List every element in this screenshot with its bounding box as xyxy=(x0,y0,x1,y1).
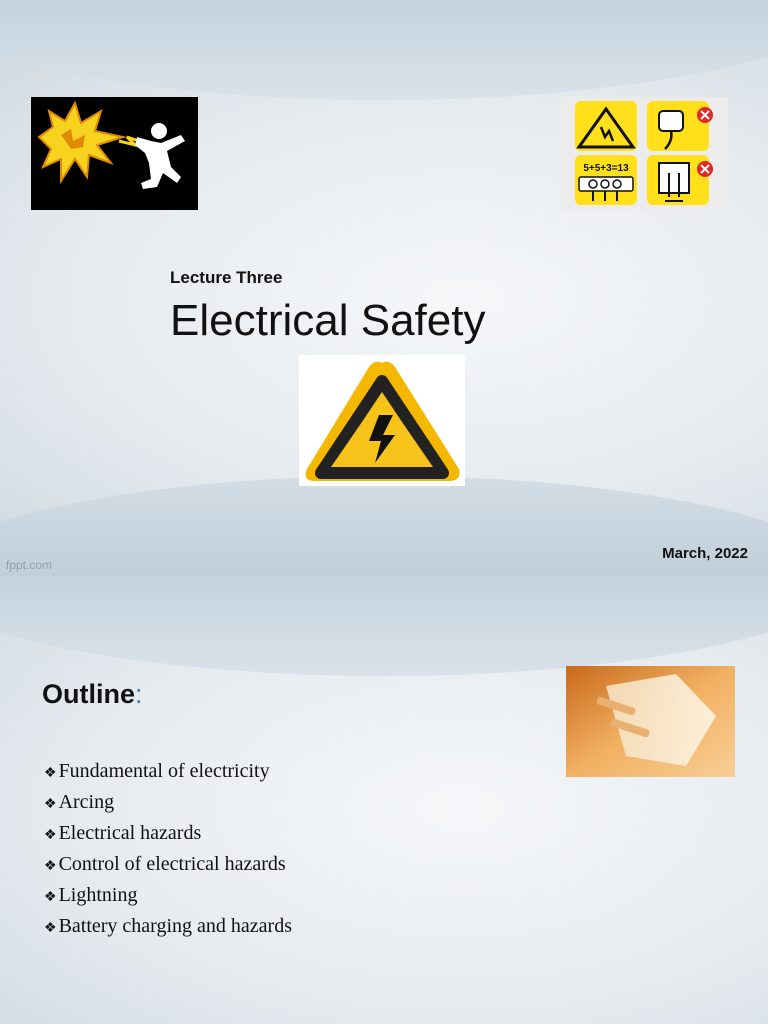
outline-heading-colon: : xyxy=(135,679,143,709)
slide-bottom-band xyxy=(0,476,768,576)
falling-person-icon xyxy=(135,123,185,189)
list-item: ❖ Fundamental of electricity xyxy=(44,760,270,782)
outline-list xyxy=(44,756,292,942)
outline-heading-text: Outline xyxy=(42,679,135,709)
presentation-date: March, 2022 xyxy=(662,545,748,562)
bullet-diamond-icon: ❖ xyxy=(44,766,57,781)
safety-signs-image xyxy=(561,97,728,210)
plug-socket-photo xyxy=(566,666,735,777)
list-item: ❖ Battery charging and hazards xyxy=(44,915,292,937)
slide-top-band xyxy=(0,0,768,100)
high-voltage-warning-image xyxy=(299,355,465,486)
slide-top-band xyxy=(0,576,768,676)
bullet-diamond-icon: ❖ xyxy=(44,890,57,905)
list-item: ❖ Lightning xyxy=(44,884,138,906)
list-item: ❖ Control of electrical hazards xyxy=(44,853,286,875)
watermark-text: fppt.com xyxy=(6,558,53,572)
lecture-number-label: Lecture Three xyxy=(170,268,283,287)
wall-socket-icon xyxy=(659,163,689,193)
outline-heading xyxy=(42,679,143,710)
bullet-diamond-icon: ❖ xyxy=(44,828,57,843)
bullet-diamond-icon: ❖ xyxy=(44,797,57,812)
electric-shock-image xyxy=(31,97,198,210)
slide-title: Electrical Safety xyxy=(170,296,486,345)
bullet-diamond-icon: ❖ xyxy=(44,921,57,936)
power-strip-icon xyxy=(579,177,633,191)
amperage-sum-label: 5+5+3=13 xyxy=(583,163,629,174)
outline-slide xyxy=(0,576,768,1024)
list-item: ❖ Arcing xyxy=(44,791,115,813)
bullet-diamond-icon: ❖ xyxy=(44,859,57,874)
list-item: ❖ Electrical hazards xyxy=(44,822,202,844)
